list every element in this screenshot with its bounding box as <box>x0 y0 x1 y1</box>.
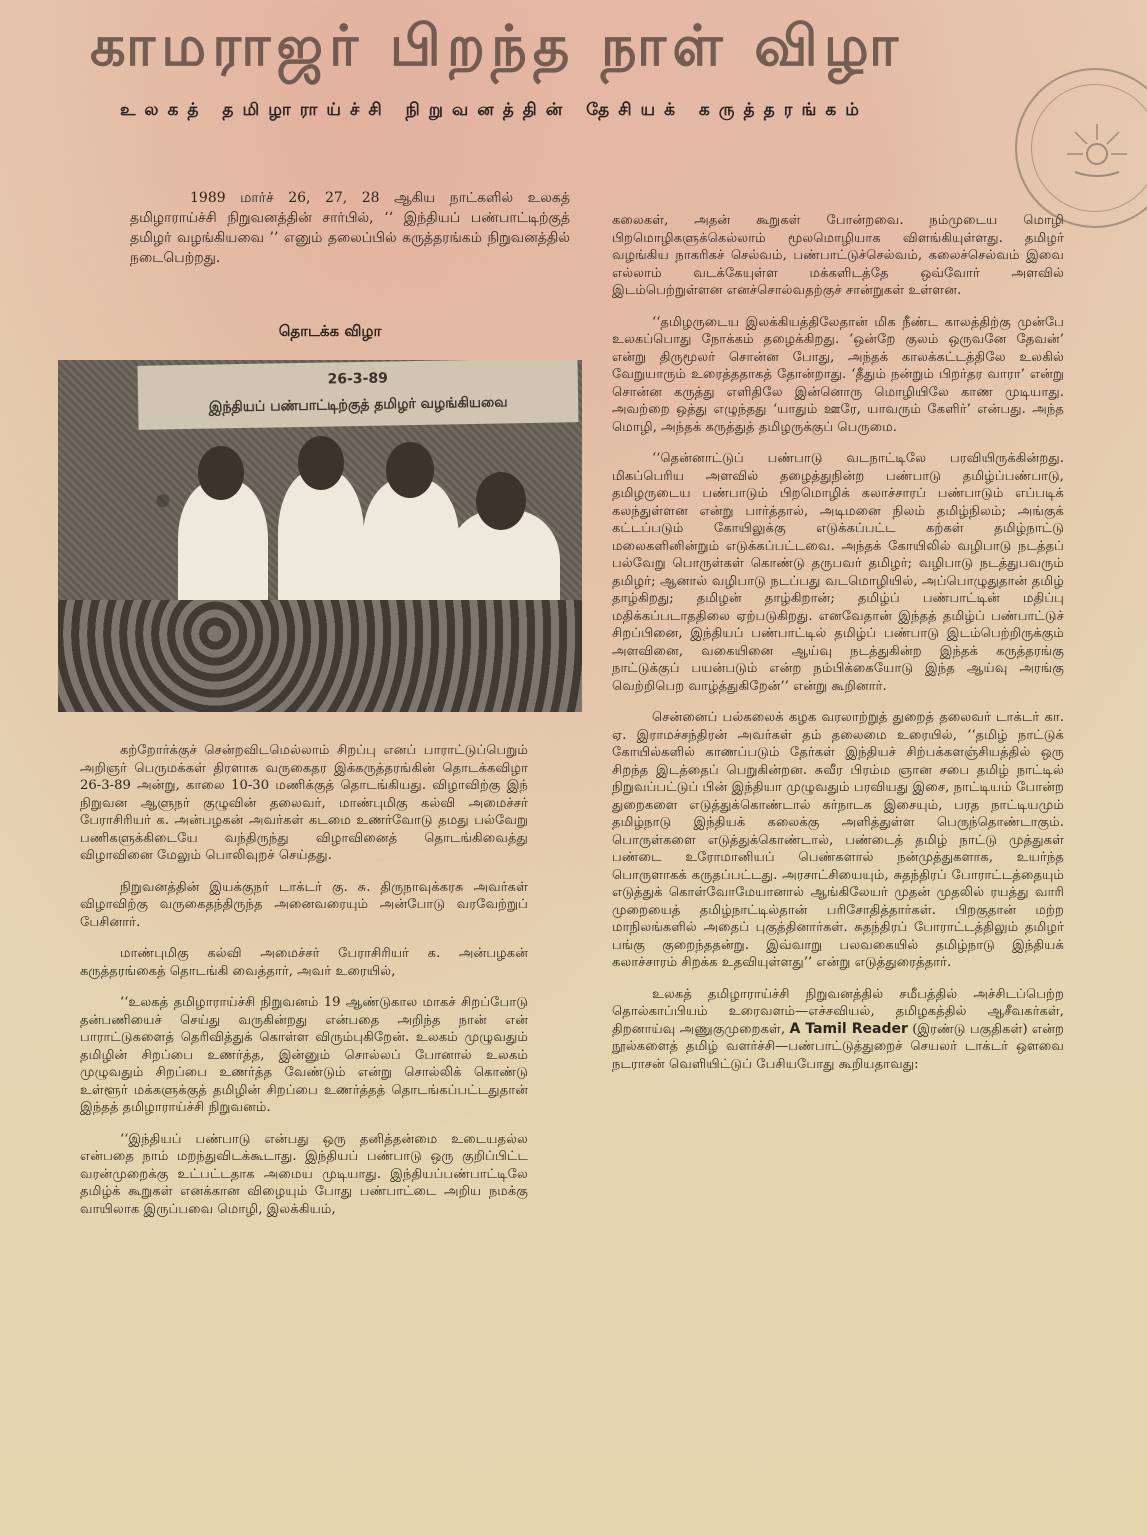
person-head <box>198 446 244 500</box>
paragraph: ‘‘தமிழருடைய இலக்கியத்திலேதான் மிக நீண்ட காலத்திற்கு முன்பே உலகப்பொது நோக்கம் தழைக்கிறது. ‘ஒன்றே குலம் ஒருவனே தேவன்’ என்று திருமூலர் சொன்ன போது, அந்தக் காலக்கட்டத்திலே உலகில் வேறுயாரும் உரைத்ததாகத் தோன்றாது. ‘தீதும் நன்றும் பிறர்தர வாரா’ என்று சொன்ன கருத்து எளிதிலே இன்னொரு மொழியிலே காண முடியாது. அவற்றை ஒத்து எழுந்தது ‘யாதும் ஊரே, யாவரும் கேளிர்’ என்பது. அந்த மொழி, அந்தக் கருத்துத் தமிழருக்குப் பெருமை. <box>612 314 1064 435</box>
paragraph: ‘‘இந்தியப் பண்பாடு என்பது ஒரு தனித்தன்மை உடையதல்ல என்பதை நாம் மறந்துவிடக்கூடாது. இந்தியப் பண்பாடு ஒரு குறிப்பிட்ட வரன்முறைக்கு உட்பட்டதாக அமைய முடியாது. இந்தியப்பண்பாட்டிலே தமிழ்க் கூறுகள் எனக்கான விழையும் போது பண்பாட்டை அறிய நமக்கு வாயிலாக இருப்பவை மொழி, இலக்கியம், <box>80 1131 528 1217</box>
masthead-subtitle: உலகத் தமிழாராய்ச்சி நிறுவனத்தின் தேசியக் கருத்தரங்கம் <box>120 100 868 120</box>
flower-table <box>58 600 582 712</box>
intro-paragraph <box>130 188 570 268</box>
person-head <box>298 436 344 490</box>
banner-date: 26-3-89 <box>327 370 389 388</box>
banner-theme: இந்தியப் பண்பாட்டிற்குத் தமிழர் வழங்கியவை <box>208 394 508 416</box>
event-photo <box>58 360 582 712</box>
closing-paragraph <box>612 986 1064 1074</box>
person-head <box>386 442 434 498</box>
person-figure <box>178 480 268 620</box>
paragraph: ‘‘உலகத் தமிழாராய்ச்சி நிறுவனம் 19 ஆண்டுகால மாகச் சிறப்போடு தன்பணியைச் செய்து வருகின்றது என்பதை அறிந்த நான் என் பாராட்டுகளைத் தெரிவித்துக் கொள்ள விரும்புகிறேன். உலகம் முழுவதும் தமிழின் சிறப்பை உணர்த்த, இன்னும் சொல்லப் போனால் உலகம் முழுவதும் சிறப்பை உணர்த்த வேண்டும் என்று சொல்லிக் கொண்டு உள்ளூர் மக்களுக்குத் தமிழின் சிறப்பை உணர்த்தத் தொடங்கப்பட்டதுதான் இந்தத் தமிழாராய்ச்சி நிறுவனம். <box>80 995 528 1115</box>
person-figure <box>278 470 364 620</box>
photo-banner <box>137 360 578 430</box>
book-title-english: A Tamil Reader <box>789 1020 908 1037</box>
closing-text: (இரண்டு பகுதிகள்) என்ற நூல்களைத் தமிழ் வளர்ச்சி—பண்பாட்டுத்துறைச் செயலர் டாக்டர் ஒளவை நடராசன் வெளியிட்டுப் பேசியபோது கூறியதாவது: <box>612 1021 1064 1072</box>
section-heading: தொடக்க விழா <box>278 322 382 340</box>
right-column <box>612 212 1064 1087</box>
paragraph: நிறுவனத்தின் இயக்குநர் டாக்டர் கு. சு. திருநாவுக்கரசு அவர்கள் விழாவிற்கு வருகைதந்திருந்த அனைவரையும் அன்போடு வரவேற்றுப் பேசினார். <box>80 879 528 930</box>
masthead-title: காமராஜர் பிறந்த நாள் விழா <box>90 14 905 79</box>
paragraph: ‘‘தென்னாட்டுப் பண்பாடு வடநாட்டிலே பரவியிருக்கின்றது. மிகப்பெரிய அளவில் தழைத்துநின்ற பண்பாடு தமிழ்ப்பண்பாடு, தமிழருடைய பண்பாடும் பிறமொழிக் கலாச்சாரப் பண்பாடும் எப்படிக் கலந்துள்ளன என்று பார்த்தால், அடிமனை நிலம் தமிழ்நிலம்; அங்குக் கட்டப்படும் கோயிலுக்கு எடுக்கப்பட்ட கற்கள் தமிழ்நாட்டு மலைகளினின்றும் எடுக்கப்பட்டவை. அந்தக் கோயிலில் வழிபாடு நடத்தப் பல்வேறு பொருள்கள் கொண்டு தருபவர் தமிழர்; வழிபாடு நடத்துபவரும் தமிழர்; ஆனால் வழிபாடு நடப்பது வடமொழியில், அப்பொழுதுதான் தமிழ் தாழ்கிறது; தமிழன் தாழ்கிறான்; தமிழ்ப் பண்பாட்டின் மதிப்பு மதிக்கப்படாததிலை ஏற்படுகிறது. எனவேதான் இந்தத் தமிழ்ப் பண்பாட்டுச் சிறப்பினை, இந்தியப் பண்பாட்டில் தமிழ்ப் பண்பாடு இடம்பெற்றிருக்கும் அளவினை, வகையினை ஆய்வு நடத்துகின்ற இந்தக் கருத்தரங்கு நாட்டுக்குப் பயன்படும் என்ற நம்பிக்கையோடு இந்த ஆய்வு அரங்கு வெற்றிபெற வாழ்த்துகிறேன்’’ என்று கூறினார். <box>612 451 1064 694</box>
person-head <box>476 472 526 530</box>
sun-emblem-icon <box>1057 110 1137 190</box>
paragraph: சென்னைப் பல்கலைக் கழக வரலாற்றுத் துறைத் தலைவர் டாக்டர் கா. ஏ. இராமச்சந்திரன் அவர்கள் தம் தலைமை உரையில், ‘‘தமிழ் நாட்டுக் கோயில்களில் காணப்படும் தேர்கள் இந்தியச் சிற்பக்களஞ்சியத்தில் ஒரு சிறந்த இடத்தைப் பெறுகின்றன. சுவீர பிரம்ம ஞான சபை தமிழ் நாட்டில் நிறுவப்பட்டுப் பின் இந்தியா முழுவதும் பரவியது இசை, நாட்டியம் போன்ற துறைகளை எடுத்துக்கொண்டால் கர்நாடக இசையும், பரத நாட்டியமும் தமிழ்நாடு இந்தியக் கலைக்கு அளித்துள்ள பெருந்தொண்டாகும். பொருள்களை எடுத்துக்கொண்டால், பண்டைத் தமிழ் நாட்டு முத்துகள் பண்டை உரோமானியப் பெண்களால் நன்முத்துகளாக, உயர்ந்த பொருளாகக் கருதப்பட்டது. அரசாட்சியையும், சுதந்திரப் போராட்டத்தையும் எடுத்துக் கொள்வோமேயானால் ஆங்கிலேயர் முதன் முதலில் ரயத்து வாரி முறையைத் தமிழ்நாட்டில்தான் பரிசோதித்தார்கள். பிறகுதான் மற்ற மாநிலங்களில் அதைப் புகுத்தினார்கள். சுதந்திரப் போராட்டத்திலும் தமிழர் பங்கு குறைந்ததன்று. இவ்வாறு பலவகையில் தமிழ்நாடு இந்தியக் கலாச்சாரம் சிறக்க உதவியுள்ளது’’ என்று எடுத்துரைத்தார். <box>612 710 1064 970</box>
left-column <box>80 742 528 1232</box>
paragraph: கற்றோர்க்குச் சென்றவிடமெல்லாம் சிறப்பு எனப் பாராட்டுப்பெறும் அறிஞர் பெருமக்கள் திரளாக வருகைதர இக்கருத்தரங்கின் தொடக்கவிழா 26-3-89 அன்று, காலை 10-30 மணிக்குத் தொடங்கியது. விழாவிற்கு இந் நிறுவன ஆளுநர் குழுவின் தலைவர், மாண்புமிகு கல்வி அமைச்சர் பேராசிரியர் க. அன்பழகன் அவர்கள் கடமை உணர்வோடு தமது பல்வேறு பணிகளுக்கிடையே வந்திருந்து விழாவினைத் தொடங்கிவைத்து விழாவினை மேலும் பொலிவுறச் செய்தது. <box>80 743 528 863</box>
paragraph: கலைகள், அதன் கூறுகள் போன்றவை. நம்முடைய மொழி பிறமொழிகளுக்கெல்லாம் மூலமொழியாக விளங்கியுள்ளது. தமிழர் வழங்கிய நாகரிகச் செல்வம், பண்பாட்டுச்செல்வம், கலைச்செல்வம் இவை எல்லாம் வடக்கேயுள்ள மக்களிடத்தே ஒவ்வோர் அளவில் இடம்பெற்றுள்ளன எனச்சொல்வதற்குச் சான்றுகள் உள்ளன. <box>612 213 1064 298</box>
person-figure <box>363 478 459 618</box>
intro-text: 1989 மார்ச் 26, 27, 28 ஆகிய நாட்களில் உலகத் தமிழாராய்ச்சி நிறுவனத்தின் சார்பில், ‘‘ இந்தியப் பண்பாட்டிற்குத் தமிழர் வழங்கியவை ’’ எனும் தலைப்பில் கருத்தரங்கம் நிறுவனத்தில் நடைபெற்றது. <box>130 190 570 266</box>
closing-text: உலகத் தமிழாராய்ச்சி நிறுவனத்தில் சமீபத்தில் அச்சிடப்பெற்ற தொல்காப்பியம் உரைவளம்—எச்சவியல், தமிழகத்தில் ஆசீவகர்கள், திறனாய்வு அணுகுமுறைகள், <box>612 986 1064 1037</box>
institution-seal <box>1015 68 1147 228</box>
paragraph: மாண்புமிகு கல்வி அமைச்சர் பேராசிரியர் க. அன்பழகன் கருத்தரங்கைத் தொடங்கி வைத்தார், அவர் உரையில், <box>80 946 528 979</box>
